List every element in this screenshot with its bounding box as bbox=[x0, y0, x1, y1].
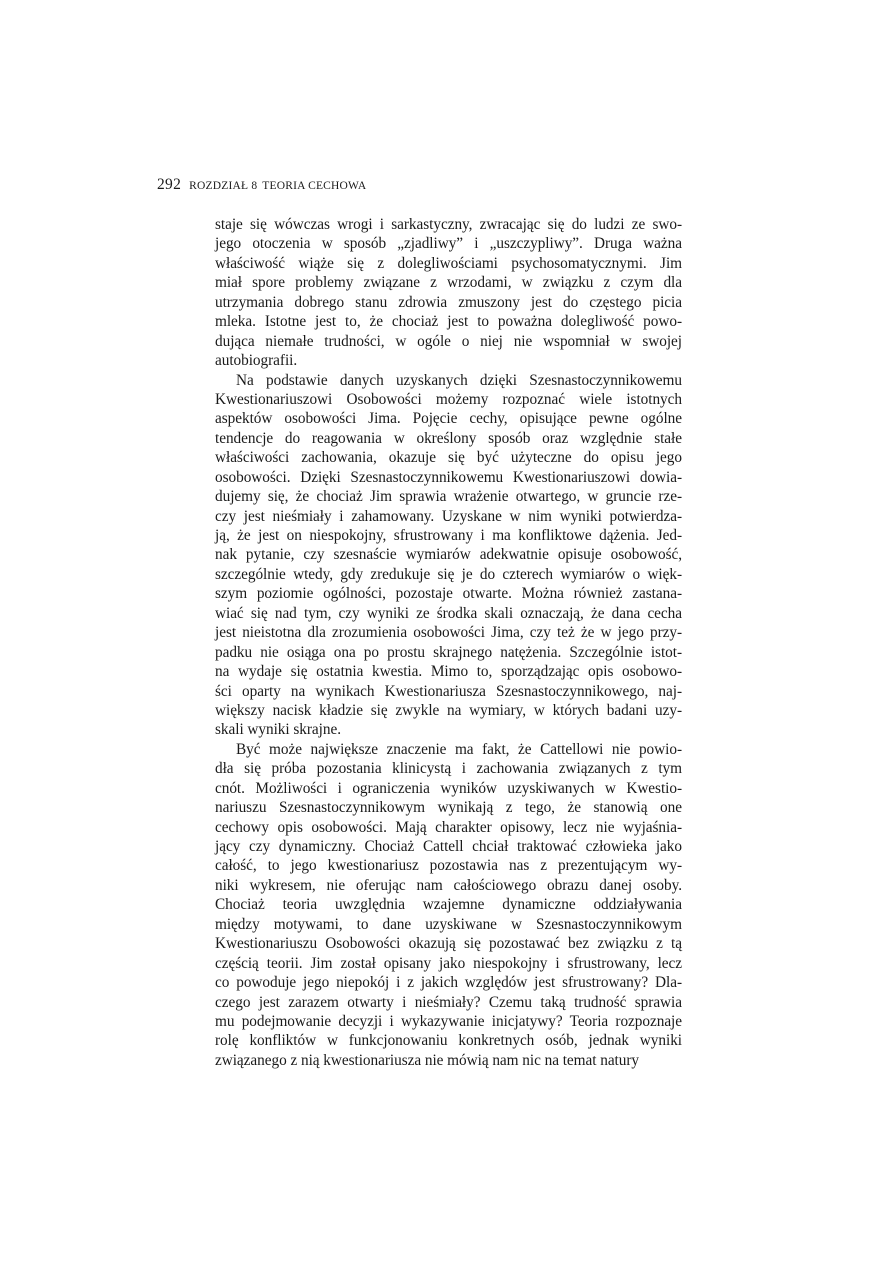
text-line: między motywami, to dane uzyskiwane w Szesnastoczynnikowym bbox=[215, 915, 682, 933]
text-line: ją, że jest on niespokojny, sfrustrowany i ma konfliktowe dążenia. Jed- bbox=[215, 527, 682, 544]
text-line: szczególnie wtedy, gdy zredukuje się je do czterech wymiarów o więk- bbox=[215, 565, 682, 583]
paragraph bbox=[215, 740, 682, 1070]
text-line: rolę konfliktów w funkcjonowaniu konkretnych osób, jednak wyniki bbox=[215, 1032, 682, 1050]
text-line: szym poziomie ogólności, pozostaje otwarte. Można również zastana- bbox=[215, 585, 682, 603]
text-line: czy jest nieśmiały i zahamowany. Uzyskane w nim wyniki potwierdza- bbox=[215, 507, 682, 525]
text-line: nak pytanie, czy szesnaście wymiarów adekwatnie opisuje osobowość, bbox=[215, 546, 682, 564]
text-line: Kwestionariuszowi Osobowości możemy rozpoznać wiele istotnych bbox=[215, 390, 682, 408]
text-line: miał spore problemy związane z wrzodami, w związku z czym dla bbox=[215, 274, 682, 292]
text-line: co powoduje jego niepokój i z jakich względów jest sfrustrowany? Dla- bbox=[215, 974, 682, 992]
text-line: właściwość wiąże się z dolegliwościami psychosomatycznymi. Jim bbox=[215, 254, 682, 272]
text-line: mleka. Istotne jest to, że chociaż jest to poważna dolegliwość powo- bbox=[215, 313, 682, 331]
text-line: związanego z nią kwestionariusza nie mówią nam nic na temat natury bbox=[215, 1051, 639, 1069]
text-line: na wydaje się ostatnia kwestia. Mimo to, sporządzając opis osobowo- bbox=[215, 663, 682, 681]
text-line: ści oparty na wynikach Kwestionariusza Szesnastoczynnikowego, naj- bbox=[215, 682, 682, 700]
text-line: czego jest zarazem otwarty i nieśmiały? Czemu taką trudność sprawia bbox=[215, 993, 682, 1011]
text-line: nariuszu Szesnastoczynnikowym wynikają z tego, że stanowią one bbox=[215, 799, 682, 817]
text-line: skali wyniki skrajne. bbox=[215, 721, 341, 739]
text-line: jest nieistotna dla zrozumienia osobowości Jima, czy też że w jego przy- bbox=[215, 624, 682, 642]
text-line: całość, to jego kwestionariusz pozostawia nas z prezentującym wy- bbox=[215, 857, 682, 875]
chapter-title: TEORIA CECHOWA bbox=[262, 180, 367, 192]
running-header bbox=[157, 176, 366, 196]
text-line: cechowy opis osobowości. Mają charakter opisowy, lecz nie wyjaśnia- bbox=[215, 818, 682, 836]
text-line: utrzymania dobrego stanu zdrowia zmuszony jest do częstego picia bbox=[215, 293, 682, 311]
text-line: padku nie osiąga ona po prostu skrajnego natężenia. Szczególnie istot- bbox=[215, 643, 682, 661]
text-line: dująca niemałe trudności, w ogóle o niej nie wspomniał w swojej bbox=[215, 332, 682, 350]
text-line: Kwestionariuszu Osobowości okazują się pozostawać bez związku z tą bbox=[215, 935, 682, 953]
text-line: cnót. Możliwości i ograniczenia wyników uzyskiwanych w Kwestio- bbox=[215, 779, 682, 797]
text-line: Na podstawie danych uzyskanych dzięki Szesnastoczynnikowemu bbox=[236, 371, 682, 389]
text-line: autobiografii. bbox=[215, 352, 298, 370]
text-line: jący czy dynamiczny. Chociaż Cattell chciał traktować człowieka jako bbox=[215, 838, 682, 855]
text-line: jego otoczenia w sposób „zjadliwy” i „uszczypliwy”. Druga ważna bbox=[215, 235, 682, 253]
text-line: osobowości. Dzięki Szesnastoczynnikowemu Kwestionariuszowi dowia- bbox=[215, 468, 682, 486]
text-line: Chociaż teoria uwzględnia wzajemne dynamiczne oddziaływania bbox=[215, 896, 682, 914]
text-line: większy nacisk kładzie się zwykle na wymiary, w których badani uzy- bbox=[215, 701, 682, 719]
text-line: staje się wówczas wrogi i sarkastyczny, zwracając się do ludzi ze swo- bbox=[215, 216, 682, 233]
page-number: 292 bbox=[157, 176, 182, 193]
text-line: aspektów osobowości Jima. Pojęcie cechy, opisujące pewne ogólne bbox=[215, 410, 682, 428]
text-line: dła się próba pozostania klinicystą i zachowania związanych z tym bbox=[215, 760, 682, 778]
body-text bbox=[215, 215, 682, 1070]
paragraph bbox=[215, 371, 682, 740]
paragraph bbox=[215, 215, 682, 371]
text-line: wiać się nad tym, czy wyniki ze środka skali oznaczają, że dana cecha bbox=[215, 604, 682, 622]
text-line: właściwości zachowania, okazuje się być użyteczne do opisu jego bbox=[215, 449, 682, 467]
text-line: niki wykresem, nie oferując nam całościowego obrazu danej osoby. bbox=[215, 876, 682, 894]
text-line: dujemy się, że chociaż Jim sprawia wrażenie otwartego, w gruncie rze- bbox=[215, 488, 682, 506]
text-line: mu podejmowanie decyzji i wykazywanie inicjatywy? Teoria rozpoznaje bbox=[215, 1012, 682, 1030]
text-line: Być może największe znaczenie ma fakt, że Cattellowi nie powio- bbox=[236, 740, 682, 758]
text-line: częścią teorii. Jim został opisany jako niespokojny i sfrustrowany, lecz bbox=[215, 954, 682, 972]
text-line: tendencje do reagowania w określony sposób oraz względnie stałe bbox=[215, 429, 682, 447]
chapter-label: ROZDZIAŁ 8 bbox=[189, 180, 258, 192]
